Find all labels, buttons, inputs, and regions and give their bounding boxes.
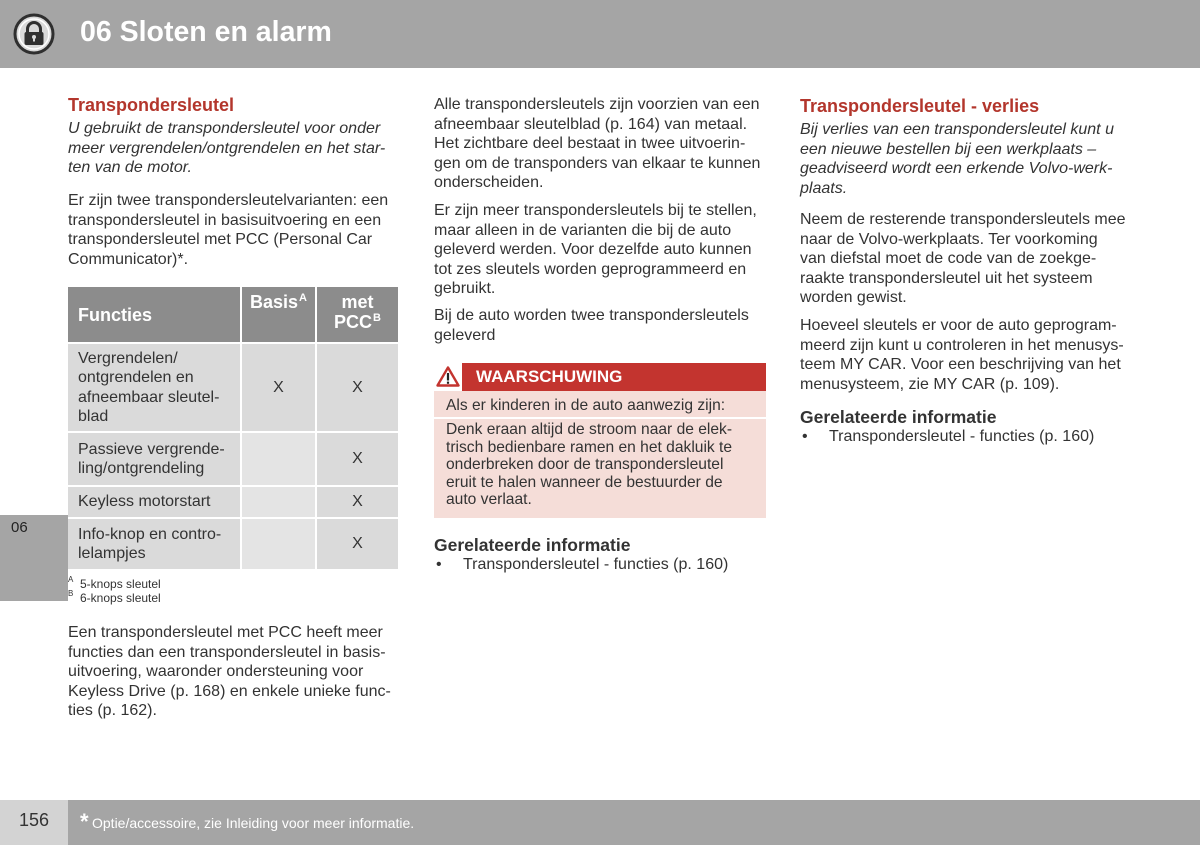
section-heading: Transpondersleutel - verlies [800, 96, 1040, 116]
warning-lead: Als er kinderen in de auto aanwezig zijn: [446, 397, 726, 414]
lock-icon [0, 0, 68, 68]
table-cell-basis [242, 433, 315, 485]
page-number: 156 [0, 800, 68, 845]
warning-title: WAARSCHUWING [476, 367, 623, 386]
paragraph: Bij de auto worden twee transpondersleutels geleverd [434, 307, 749, 344]
table-cell-pcc: X [317, 344, 398, 431]
section-heading: Transpondersleutel [68, 95, 235, 115]
warning-triangle-icon [434, 363, 462, 391]
table-header-label: PCC [334, 312, 373, 332]
chapter-title: 06 Sloten en alarm [80, 16, 332, 48]
paragraph: Er zijn twee transpondersleutelvarianten: een transpondersleutel in basisuitvoering en een transpondersleutel met PCC (Personal Car Communicator)*. [68, 192, 389, 268]
table-cell-function: Keyless motorstart [68, 487, 240, 517]
table-cell-function: Vergrendelen/ ontgrendelen en afneembaar sleutel- blad [68, 344, 240, 431]
table-header-basis [242, 287, 315, 342]
warning-text: Denk eraan altijd de stroom naar de elek- trisch bedienbare ramen en het dakluik te onderbreken door de transpondersleutel eruit te halen wanneer de bestuurder de auto verlaat. [446, 421, 733, 508]
table-cell-basis [242, 519, 315, 569]
table-cell-basis [242, 487, 315, 517]
footnote-text: 6-knops sleutel [80, 591, 161, 605]
chapter-tab [0, 515, 68, 601]
page-footer [0, 800, 1200, 845]
section-intro: U gebruikt de transpondersleutel voor onder meer vergrendelen/ontgrendelen en het star- ten van de motor. [68, 120, 386, 176]
footnote-text: 5-knops sleutel [80, 577, 161, 591]
footnote-mark: B [68, 589, 74, 598]
table-header-pcc-label [334, 312, 381, 335]
table-cell-basis: X [242, 344, 315, 431]
footer-note: Optie/accessoire, zie Inleiding voor meer informatie. [92, 815, 415, 831]
chapter-tab-label: 06 [11, 519, 28, 536]
footnote-ref: B [373, 312, 381, 324]
table-header-label: Functies [78, 304, 153, 325]
paragraph: Een transpondersleutel met PCC heeft meer functies dan een transpondersleutel in basis- uitvoering, waaronder ondersteuning voor Keyless Drive (p. 168) en enkele unieke func- ties (p. 162). [68, 624, 391, 719]
related-info-item: • Transpondersleutel - functies (p. 160) [800, 427, 1094, 447]
related-info-item: • Transpondersleutel - functies (p. 160) [434, 555, 728, 575]
section-intro: Bij verlies van een transpondersleutel kunt u een nieuwe bestellen bij een werkplaats – geadviseerd wordt een erkende Volvo-werk- plaats. [800, 121, 1114, 197]
table-cell-function: Info-knop en contro- lelampjes [68, 519, 240, 569]
table-cell-function: Passieve vergrende- ling/ontgrendeling [68, 433, 240, 485]
related-info-heading: Gerelateerde informatie [434, 535, 631, 555]
warning-divider [434, 417, 766, 419]
related-info-heading: Gerelateerde informatie [800, 407, 997, 427]
paragraph: Alle transpondersleutels zijn voorzien van een afneembaar sleutelblad (p. 164) van metaal. Het zichtbare deel bestaat in twee uitvoerin- gen om de transponders van elkaar te kunnen onderscheiden. [434, 96, 761, 191]
table-header-functies [68, 287, 240, 342]
key-functions-table [68, 287, 398, 569]
table-cell-pcc: X [317, 433, 398, 485]
paragraph: Neem de resterende transpondersleutels mee naar de Volvo-werkplaats. Ter voorkoming van diefstal moet de code van de zoekge- raakte transpondersleutel uit het systeem worden gewist. [800, 211, 1126, 306]
page-header [0, 0, 1200, 68]
table-header-label: Basis [250, 292, 299, 312]
footnote-mark: A [68, 575, 74, 584]
table-cell-pcc: X [317, 487, 398, 517]
paragraph: Hoeveel sleutels er voor de auto geprogram- meerd zijn kunt u controleren in het menusys- teem MY CAR. Voor een beschrijving van het menusysteem, zie MY CAR (p. 109). [800, 317, 1124, 393]
footnote-ref: A [299, 292, 307, 304]
table-header-basis-label [250, 292, 307, 315]
footnote-asterisk: * [80, 809, 89, 834]
paragraph: Er zijn meer transpondersleutels bij te stellen, maar alleen in de varianten die bij de auto geleverd werden. Voor dezelfde auto kunnen tot zes sleutels worden geprogrammeerd en gebruikt. [434, 202, 757, 297]
warning-box [434, 363, 766, 518]
warning-header [434, 363, 766, 391]
table-header-pcc [317, 287, 398, 342]
table-header-label: met [341, 292, 374, 312]
table-cell-pcc: X [317, 519, 398, 569]
